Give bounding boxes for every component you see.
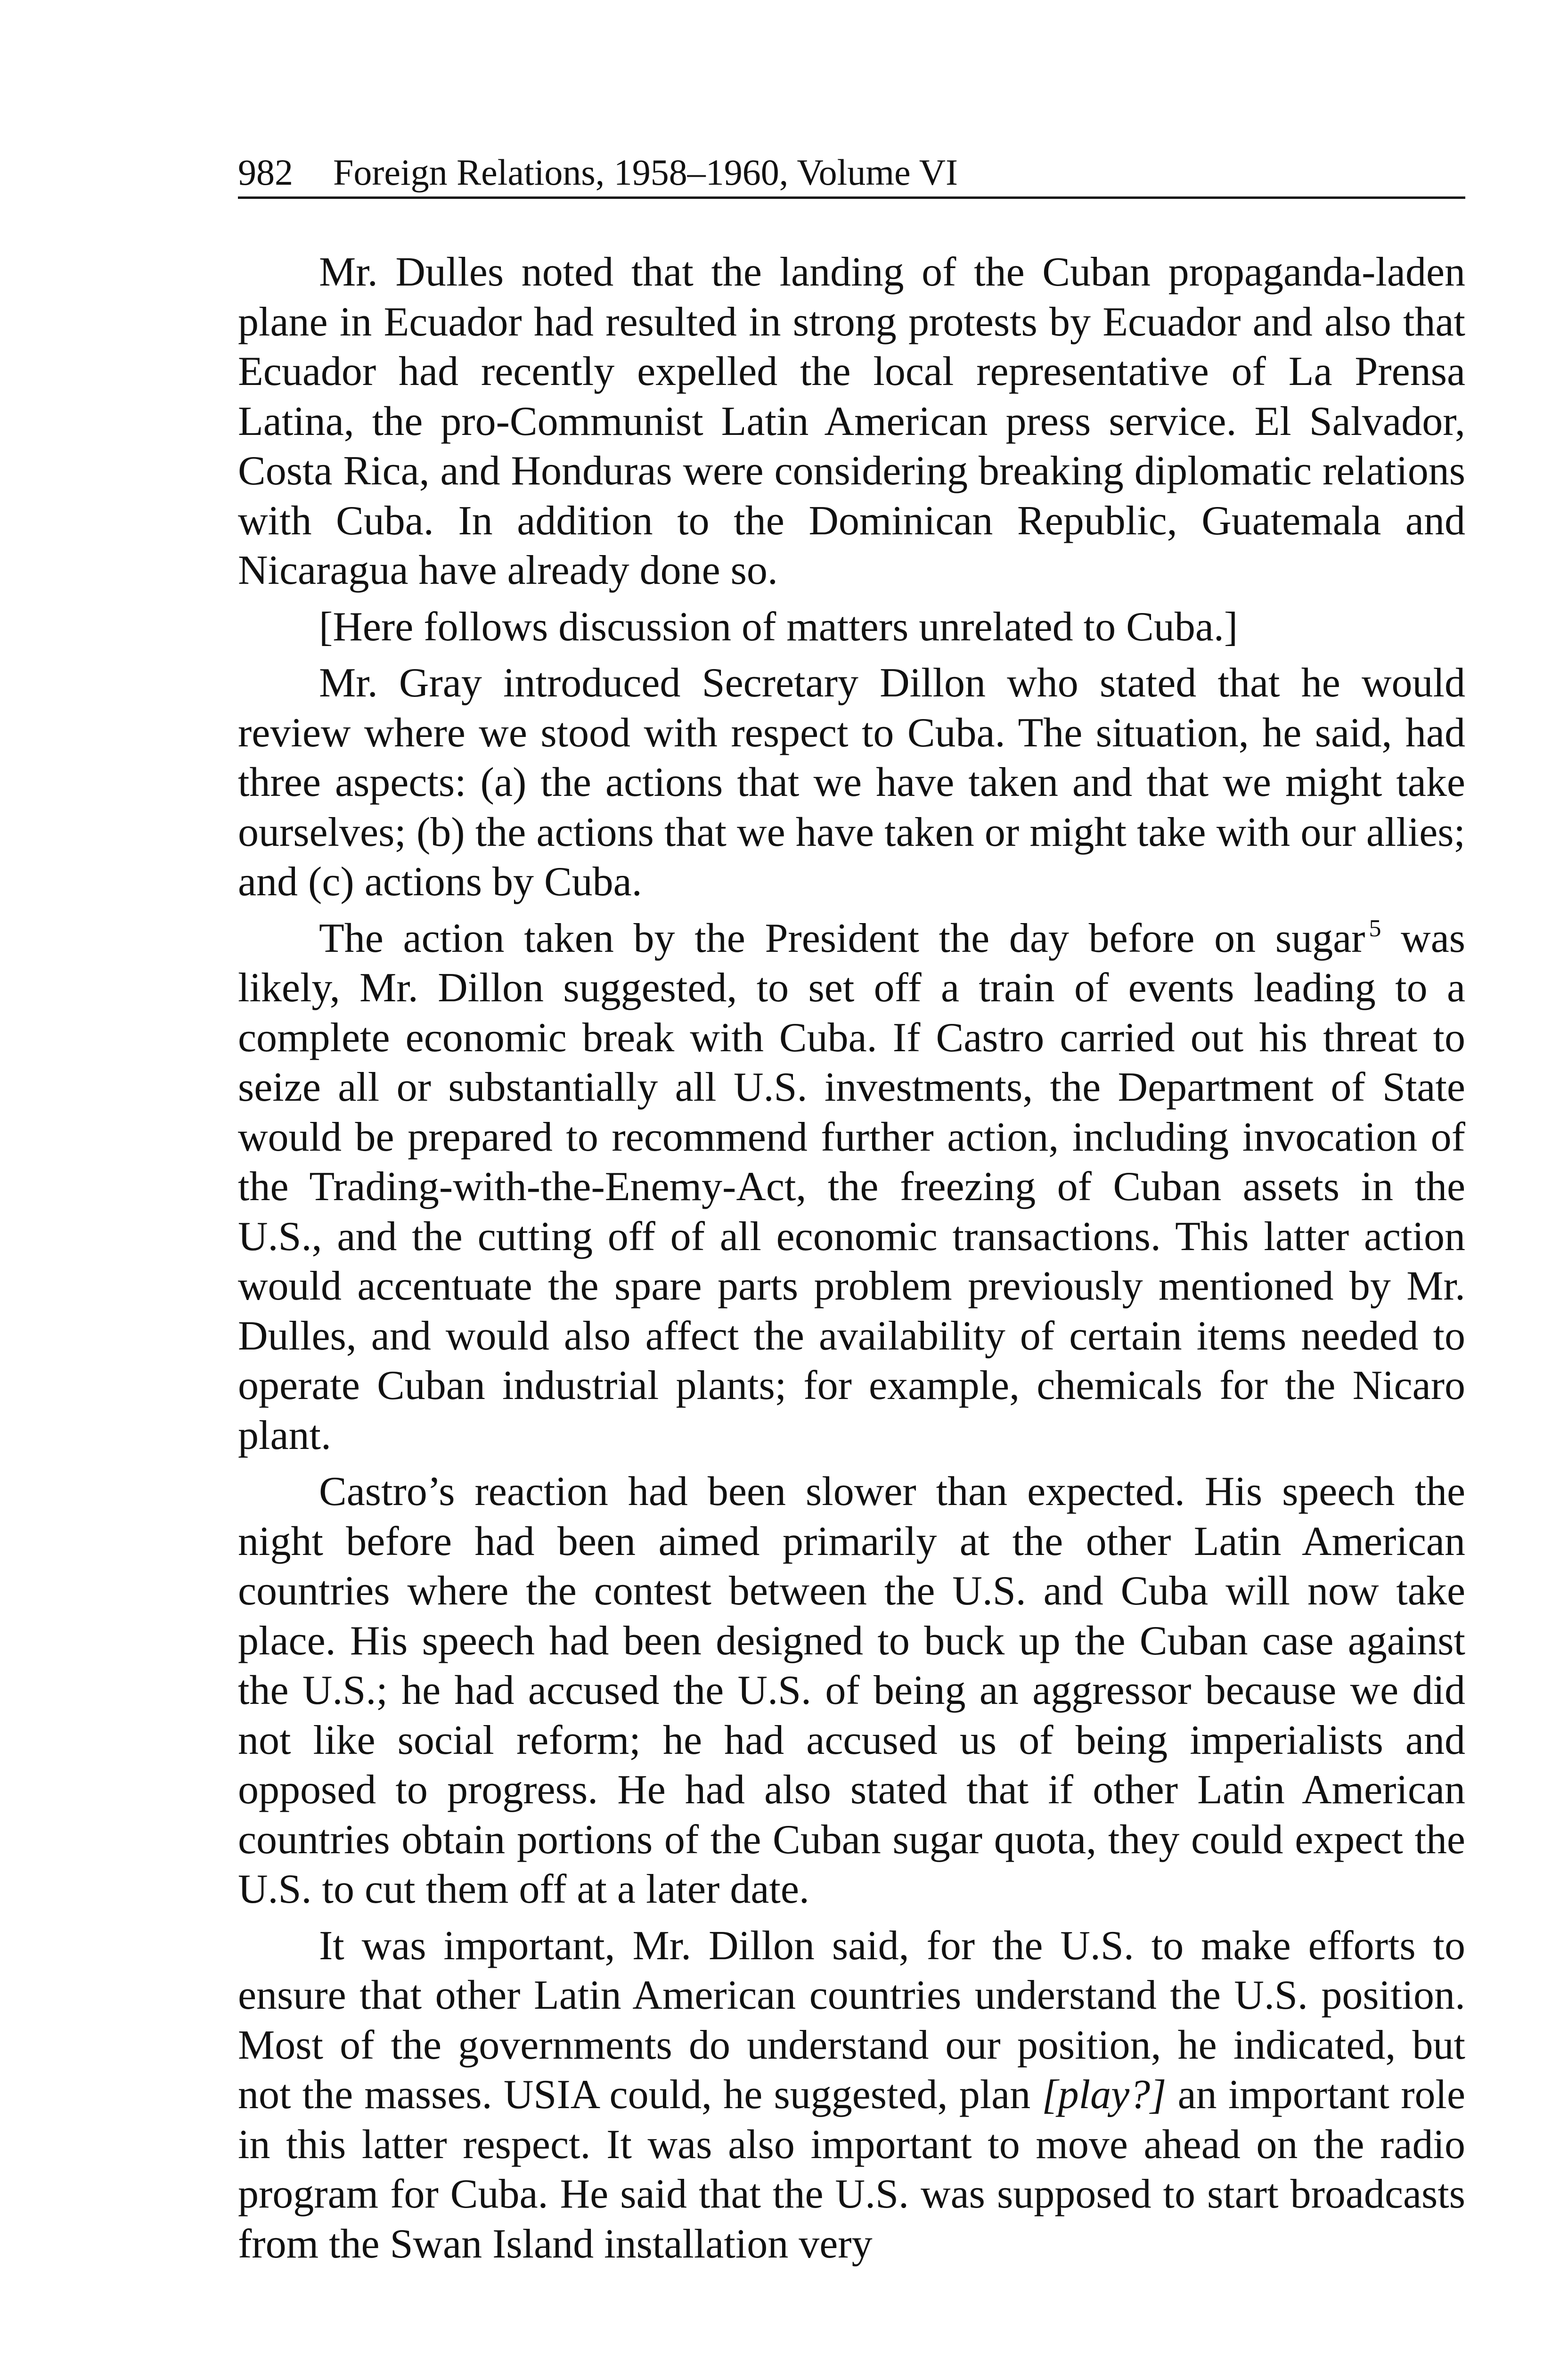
paragraph-usia-role [238, 1921, 1465, 2269]
paragraph-text: was likely, Mr. Dillon suggested, to set off a train of events leading to a complete economic break with Cuba. If Castro carried out his threat to seize all or substantially all U.S. investments, the Department of State would be prepared to recommend further action, including invocation of the Trading-with-the-Enemy-Act, the freezing of Cuban assets in the U.S., and the cutting off of all economic transactions. This latter action would accentuate the spare parts problem previously mentioned by Mr. Dulles, and would also affect the availability of certain items needed to operate Cuban industrial plants; for example, chemicals for the Nicaro plant. [238, 915, 1466, 1458]
paragraph-editorial-note: [Here follows discussion of matters unrelated to Cuba.] [319, 604, 1238, 650]
footnote-reference: 5 [1369, 915, 1381, 942]
page-header [238, 138, 1465, 199]
body-text [238, 247, 1465, 2269]
paragraph-text: an important role in this latter respect. It was also important to move ahead on the radio program for Cuba. He said that the U.S. was supposed to start broadcasts from the Swan Island installation very [238, 2072, 1466, 2267]
page-number: 982 [238, 152, 293, 193]
paragraph-text: It was important, Mr. Dillon said, for the U.S. to make efforts to ensure that other Latin American countries understand the U.S. position. Most of the governments do understand our position, he indicated, but not the masses. USIA could, he suggested, plan [238, 1922, 1465, 2118]
paragraph-castro-reaction: Castro’s reaction had been slower than expected. His speech the night before had been aimed primarily at the other Latin American countries where the contest between the U.S. and Cuba will now take place. His speech had been designed to buck up the Cuban case against the U.S.; he had accused the U.S. of being an aggressor because we did not like social reform; he had accused us of being imperialists and opposed to progress. He had also stated that if other Latin American countries obtain portions of the Cuban sugar quota, they could expect the U.S. to cut them off at a later date. [238, 1469, 1465, 1912]
italic-insertion: [play?] [1042, 2072, 1167, 2118]
paragraph-sugar-action [238, 914, 1465, 1461]
paragraph-text: The action taken by the President the day before on sugar [319, 915, 1365, 961]
paragraph-dillon-review: Mr. Gray introduced Secretary Dillon who stated that he would review where we stood with respect to Cuba. The situation, he said, had three aspects: (a) the actions that we have taken and that we might take ourselves; (b) the actions that we have taken or might take with our allies; and (c) actions by Cuba. [238, 660, 1465, 905]
running-title: Foreign Relations, 1958–1960, Volume VI [333, 152, 958, 193]
paragraph-dulles-ecuador: Mr. Dulles noted that the landing of the Cuban propaganda-laden plane in Ecuador had resulted in strong protests by Ecuador and also that Ecuador had recently expelled the local representative of La Prensa Latina, the pro-Communist Latin American press service. El Salvador, Costa Rica, and Honduras were considering breaking diplomatic relations with Cuba. In addition to the Dominican Republic, Guatemala and Nicaragua have already done so. [238, 249, 1465, 593]
